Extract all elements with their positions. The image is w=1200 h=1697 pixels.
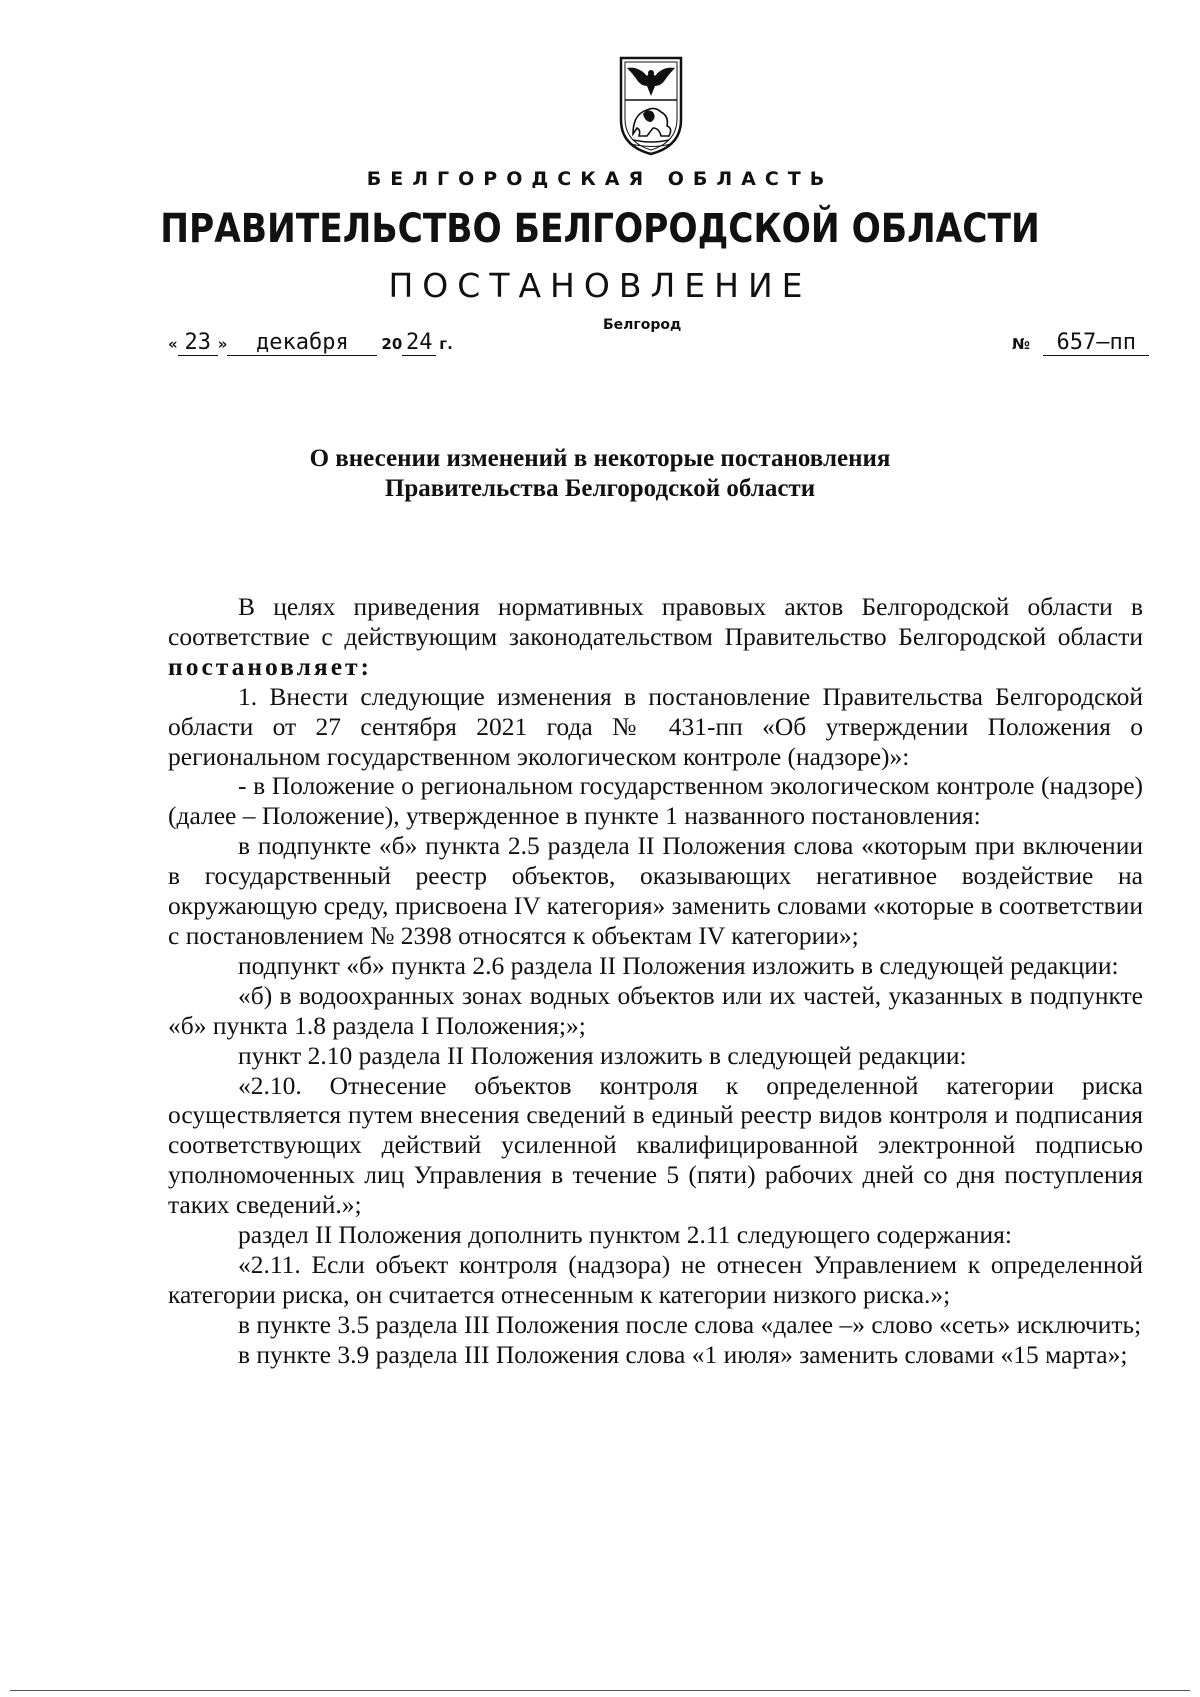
document-type: ПОСТАНОВЛЕНИЕ xyxy=(388,266,812,305)
date-year-suffix: 24 xyxy=(402,331,436,356)
body-paragraph-7: «2.10. Отнесение объектов контроля к определенной категории риска осуществляется путем внесения сведений в единый реестр видов контроля и подписания соответствующих действий усиленной квалифицированной электронной подписью уполномоченных лиц Управления в течение 5 (пяти) рабочих дней со дня поступления таких сведений.»; xyxy=(168,1070,1143,1220)
document-title xyxy=(0,444,1200,504)
date-month: декабря xyxy=(227,331,377,356)
body-paragraph-10: в пункте 3.5 раздела III Положения после слова «далее –» слово «сеть» исключить; xyxy=(238,1309,1142,1339)
date-close-quote: » xyxy=(217,335,228,353)
decree-word: постановляет: xyxy=(168,651,373,681)
city-name: Белгород xyxy=(603,317,682,333)
intro-paragraph xyxy=(168,592,1143,682)
date-open-quote: « xyxy=(168,335,178,353)
number-value: 657–пп xyxy=(1043,331,1149,356)
coat-of-arms-icon xyxy=(603,56,699,156)
region-name: БЕЛГОРОДСКАЯ ОБЛАСТЬ xyxy=(366,168,834,190)
number-label: № xyxy=(1012,335,1031,353)
document-body xyxy=(168,592,1143,1370)
date-year-mark: г. xyxy=(439,335,453,353)
title-line-2: Правительства Белгородской области xyxy=(384,475,816,502)
page-bottom-edge xyxy=(10,1690,1190,1691)
body-paragraph-9: «2.11. Если объект контроля (надзора) не отнесен Управлением к определенной категории риска, он считается отнесенным к категории низкого риска.»; xyxy=(168,1249,1143,1309)
body-paragraph-11: в пункте 3.9 раздела III Положения слова «1 июля» заменить словами «15 марта»; xyxy=(238,1339,1128,1369)
body-paragraph-6: пункт 2.10 раздела II Положения изложить в следующей редакции: xyxy=(238,1040,967,1070)
document-number xyxy=(1012,330,1149,356)
body-paragraph-8: раздел II Положения дополнить пунктом 2.11 следующего содержания: xyxy=(238,1220,1012,1250)
body-paragraph-1: 1. Внести следующие изменения в постановление Правительства Белгородской области от 27 сентября 2021 года № 431-пп «Об утверждении Положения о региональном государственном экологическом контроле (надзоре)»: xyxy=(168,681,1143,771)
intro-text: В целях приведения нормативных правовых актов Белгородской области в соответствие с действующим законодательством Правительство Белгородской области xyxy=(168,592,1143,651)
date-year-prefix: 20 xyxy=(381,335,403,353)
title-line-1: О внесении изменений в некоторые постановления xyxy=(309,445,891,472)
date-day: 23 xyxy=(178,331,218,356)
body-paragraph-4: подпункт «б» пункта 2.6 раздела II Положения изложить в следующей редакции: xyxy=(238,950,1119,980)
body-paragraph-2: - в Положение о региональном государственном экологическом контроле (надзоре) (далее – Положение), утвержденное в пункте 1 названного постановления: xyxy=(168,771,1143,831)
body-paragraph-3: в подпункте «б» пункта 2.5 раздела II Положения слова «которым при включении в государственный реестр объектов, оказывающих негативное воздействие на окружающую среду, присвоена IV категория» заменить словами «которые в соответствии с постановлением № 2398 относятся к объектам IV категории»; xyxy=(168,831,1143,950)
body-paragraph-5: «б) в водоохранных зонах водных объектов или их частей, указанных в подпункте «б» пункта 1.8 раздела I Положения;»; xyxy=(168,980,1143,1040)
document-date xyxy=(168,330,453,356)
government-name: ПРАВИТЕЛЬСТВО БЕЛГОРОДСКОЙ ОБЛАСТИ xyxy=(160,206,1040,252)
